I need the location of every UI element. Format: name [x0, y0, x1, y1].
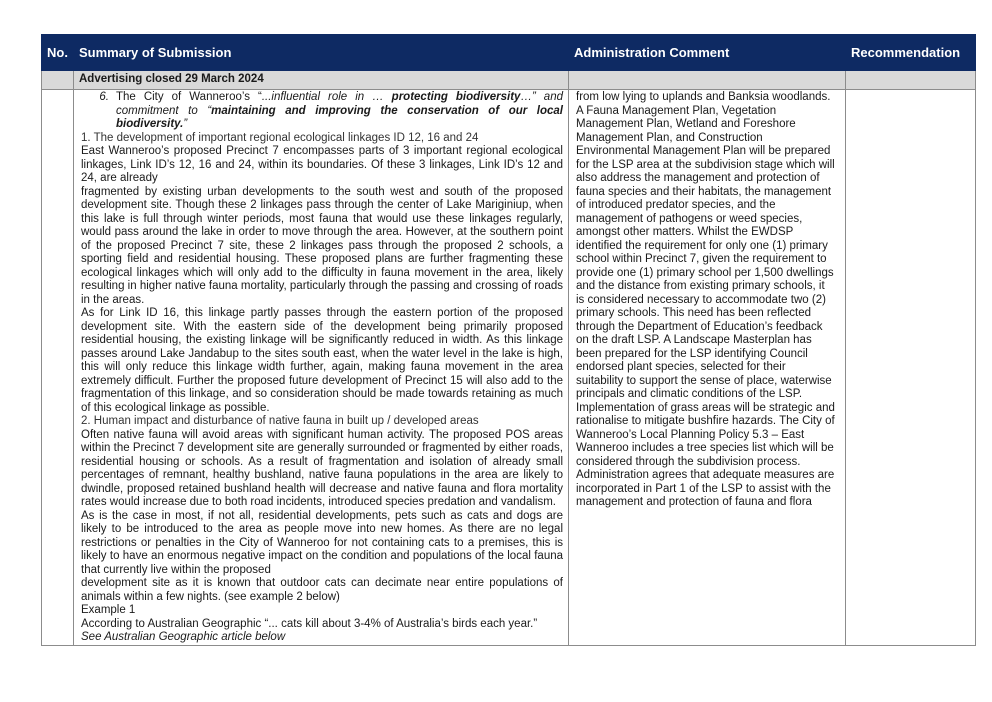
item-number: 6. [99, 91, 109, 103]
admin-comment-line: considered through the subdivision process. [576, 455, 801, 468]
admin-comment-line: incorporated in Part 1 of the LSP to assist with the [576, 482, 831, 495]
recommendation-cell [846, 90, 976, 646]
admin-comment-line: identified the requirement for only one (1) primary [576, 239, 828, 252]
admin-comment-line: on the draft LSP. A Landscape Masterplan has [576, 334, 812, 346]
admin-comment-line: of introduced predator species, and the [576, 199, 776, 211]
admin-comment-line: principals and climatic conditions of the LSP. [576, 388, 803, 400]
quote-item [81, 91, 563, 132]
admin-comment-line: been prepared for the LSP identifying Council [576, 347, 808, 360]
header-no: No. [42, 35, 74, 71]
admin-comment-line: Wanneroo’s Local Planning Policy 5.3 – East [576, 428, 805, 441]
admin-comment-line: rationalise to mitigate bushfire hazards. The City of [576, 415, 835, 427]
paragraph: Often native fauna will avoid areas with significant human activity. The proposed POS areas within the Precinct 7 development site are generally surrounded or fragmented by either roads, residential housing or schools. As a result of fragmentation and isolation of already small percentages of remnant, healthy bushland, native fauna populations in the area are likely to dwindle, proposed retained bushland health will decrease and native fauna and flora mortality rates would increase due to both road incidents, introduced species predation and vandalism. [81, 428, 563, 508]
admin-comment-line: primary schools. This need has been reflected [576, 307, 812, 319]
admin-comment-line: A Fauna Management Plan, Vegetation [576, 104, 777, 117]
summary-cell [74, 90, 569, 646]
admin-comment-line: endorsed plant species, selected for their [576, 361, 786, 373]
admin-comment-line: Management Plan, and Construction [576, 131, 763, 144]
example-label: Example 1 [81, 604, 136, 616]
admin-comment-line: for the LSP area at the subdivision stage which will [576, 158, 835, 171]
header-admin-comment: Administration Comment [569, 35, 846, 71]
admin-comment-line: provide one (1) primary school per 1,500 dwellings [576, 266, 834, 279]
table-header-row [42, 35, 976, 71]
admin-comment-text [576, 91, 840, 510]
paragraph: development site as it is known that outdoor cats can decimate near entire populations of animals within a few nights. (see example 2 below) [81, 577, 563, 603]
admin-comment-line: management and protection of fauna and flora [576, 496, 812, 508]
section-rec-cell [846, 71, 976, 90]
section-label: Advertising closed 29 March 2024 [74, 71, 569, 90]
australian-geographic-quote: According to Australian Geographic “... cats kill about 3-4% of Australia’s birds each year.” [81, 617, 538, 630]
section-row [42, 71, 976, 90]
admin-comment-line: Management Plan, Wetland and Foreshore [576, 118, 796, 130]
paragraph: As for Link ID 16, this linkage partly passes through the eastern portion of the proposed development site. With the eastern side of the development being primarily proposed residential housing, the existing linkage will be significantly reduced in width. As this linkage passes around Lake Jandabup to the sites south east, when the water level in the lake is high, this will only reduce this linkage width further, again, making fauna movement in the area extremely difficult. Further the proposed future development of Precinct 15 will also add to the fragmentation of this linkage, and so consideration should be made towards retaining as much of this ecological linkage as possible. [81, 307, 563, 414]
admin-comment-line: Administration agrees that adequate measures are [576, 469, 835, 481]
table-row [42, 90, 976, 646]
admin-comment-line: through the Department of Education’s feedback [576, 320, 823, 333]
admin-comment-line: suitability to support the sense of place, waterwise [576, 374, 832, 387]
admin-comment-line: Environmental Management Plan will be prepared [576, 145, 831, 157]
admin-comment-line: Implementation of grass areas will be strategic and [576, 401, 835, 414]
header-recommendation: Recommendation [846, 35, 976, 71]
section-no-cell [42, 71, 74, 90]
admin-comment-line: management of pathogens or weed species, [576, 212, 803, 225]
submissions-table [41, 34, 976, 646]
admin-comment-line: fauna species and their habitats, the management [576, 185, 832, 198]
admin-comment-cell [569, 90, 846, 646]
heading-human-impact: 2. Human impact and disturbance of native fauna in built up / developed areas [81, 415, 479, 427]
paragraph: fragmented by existing urban developments to the south west and south of the proposed development site. Though these 2 linkages pass through the center of Lake Mariginiup, when this lake is full through winter periods, most fauna that would use these linkages regularly, would pass around the lake in order to move through the area. However, at the southern point of the proposed Precinct 7 site, these 2 linkages pass through the proposed 2 schools, a sporting field and residential housing. These proposed plans are further fragmenting these ecological linkages which will only add to the difficulty in fauna movement in the area, likely resulting in higher native fauna mortality, particularly through the passing and crossing of roads in the areas. [81, 185, 563, 306]
admin-comment-line: Wanneroo includes a tree species list which will be [576, 442, 834, 454]
admin-comment-line: is considered necessary to accommodate two (2) [576, 293, 826, 306]
paragraph: East Wanneroo’s proposed Precinct 7 encompasses parts of 3 important regional ecological linkages, Link ID’s 12, 16 and 24, within its boundaries. Of these 3 linkages, Link ID’s 12 and 24, are already [81, 145, 563, 184]
section-admin-cell [569, 71, 846, 90]
heading-ecological-linkages: 1. The development of important regional ecological linkages ID 12, 16 and 24 [81, 131, 479, 144]
city-quote: The City of Wanneroo’s “...influential role in … protecting biodiversity…” and commitment to “maintaining and improving the conservation of our local biodiversity.” [116, 91, 563, 130]
row-no-cell [42, 90, 74, 646]
paragraph: As is the case in most, if not all, residential developments, pets such as cats and dogs are likely to be introduced to the area as people move into new homes. As there are no legal restrictions or penalties in the City of Wanneroo for not containing cats to a premises, this is likely to have an enormous negative impact on the condition and populations of the local fauna that currently live within the proposed [81, 509, 563, 576]
admin-comment-line: from low lying to uplands and Banksia woodlands. [576, 91, 831, 103]
admin-comment-line: also address the management and protection of [576, 172, 820, 184]
admin-comment-line: school within Precinct 7, given the requirement to [576, 253, 827, 265]
header-summary: Summary of Submission [74, 35, 569, 71]
admin-comment-line: and the distance from existing primary schools, it [576, 280, 825, 292]
article-reference: See Australian Geographic article below [81, 631, 286, 643]
admin-comment-line: amongst other matters. Whilst the EWDSP [576, 226, 794, 238]
